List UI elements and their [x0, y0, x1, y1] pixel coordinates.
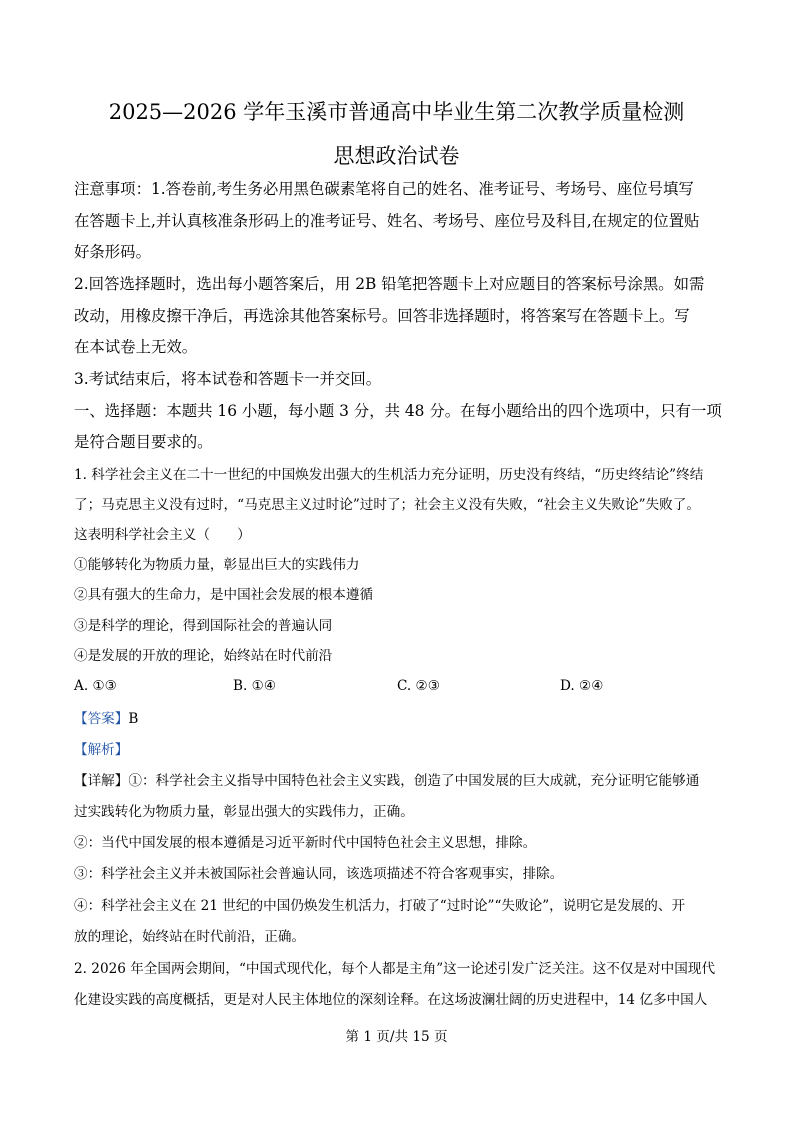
notes-line-5: 改动，用橡皮擦干净后，再选涂其他答案标号。回答非选择题时，将答案写在答题卡上。写	[74, 307, 690, 325]
notes-line-6: 在本试卷上无效。	[74, 338, 198, 356]
q1-analysis	[74, 740, 128, 760]
q1-stem-line-1: 1. 科学社会主义在二十一世纪的中国焕发出强大的生机活力充分证明，历史没有终结，“历史终结论”终结	[74, 467, 704, 483]
page-footer: 第 1 页/共 15 页	[345, 1029, 448, 1045]
q1-option-b: B. ①④	[233, 678, 277, 694]
exam-title: 2025—2026 学年玉溪市普通高中毕业生第二次教学质量检测	[108, 100, 685, 124]
q1-detail-line-4: ③：科学社会主义并未被国际社会普遍认同，该选项描述不符合客观事实，排除。	[74, 866, 564, 882]
notes-line-3: 好条形码。	[74, 243, 151, 261]
q1-option-c: C. ②③	[397, 678, 440, 694]
q1-item-2: ②具有强大的生命力，是中国社会发展的根本遵循	[74, 587, 374, 603]
q2-stem-line-2: 化建设实践的高度概括，更是对人民主体地位的深刻诠释。在这场波澜壮阔的历史进程中，14 亿多中国人	[74, 992, 708, 1008]
section-heading-line-1: 一、选择题：本题共 16 小题，每小题 3 分，共 48 分。在每小题给出的四个选项中，只有一项	[74, 402, 722, 420]
section-heading-line-2: 是符合题目要求的。	[74, 433, 213, 451]
q1-detail-line-3: ②：当代中国发展的根本遵循是习近平新时代中国特色社会主义思想，排除。	[74, 835, 537, 851]
q2-stem-line-1: 2. 2026 年全国两会期间，“中国式现代化，每个人都是主角”这一论述引发广泛关注。这不仅是对中国现代	[74, 961, 716, 977]
analysis-label: 【解析】	[74, 742, 129, 758]
q1-item-4: ④是发展的开放的理论，始终站在时代前沿	[74, 648, 333, 664]
answer-value: B	[128, 711, 139, 727]
notes-line-2: 在答题卡上,并认真核准条形码上的准考证号、姓名、考场号、座位号及科目,在规定的位置贴	[74, 212, 700, 230]
detail-text-1: ①：科学社会主义指导中国特色社会主义实践，创造了中国发展的巨大成就，充分证明它能够通	[128, 773, 700, 789]
q1-detail-line-1	[74, 771, 699, 791]
answer-label: 【答案】	[74, 711, 129, 727]
notes-line-7: 3.考试结束后，将本试卷和答题卡一并交回。	[74, 370, 382, 388]
q1-option-d: D. ②④	[560, 678, 604, 694]
notes-line-4: 2.回答选择题时，选出每小题答案后，用 2B 铅笔把答题卡上对应题目的答案标号涂黑。如需	[74, 275, 705, 293]
exam-subtitle: 思想政治试卷	[333, 144, 460, 168]
q1-option-a: A. ①③	[74, 678, 117, 694]
q1-answer	[74, 709, 138, 729]
q1-stem-line-3: 这表明科学社会主义（ ）	[74, 527, 251, 543]
q1-detail-line-6: 放的理论，始终站在时代前沿，正确。	[74, 929, 306, 945]
q1-stem-line-2: 了；马克思主义没有过时，“马克思主义过时论”过时了；社会主义没有失败，“社会主义失败论”失败了。	[74, 497, 700, 513]
q1-item-3: ③是科学的理论，得到国际社会的普遍认同	[74, 618, 333, 634]
notes-line-1: 注意事项：1.答卷前,考生务必用黑色碳素笔将自己的姓名、准考证号、考场号、座位号填写	[74, 180, 694, 198]
detail-label: 【详解】	[74, 773, 129, 789]
q1-detail-line-5: ④：科学社会主义在 21 世纪的中国仍焕发生机活力，打破了“过时论”“失败论”，说明它是发展的、开	[74, 898, 686, 914]
q1-item-1: ①能够转化为物质力量，彰显出巨大的实践伟力	[74, 557, 360, 573]
q1-detail-line-2: 过实践转化为物质力量，彰显出强大的实践伟力，正确。	[74, 804, 414, 820]
